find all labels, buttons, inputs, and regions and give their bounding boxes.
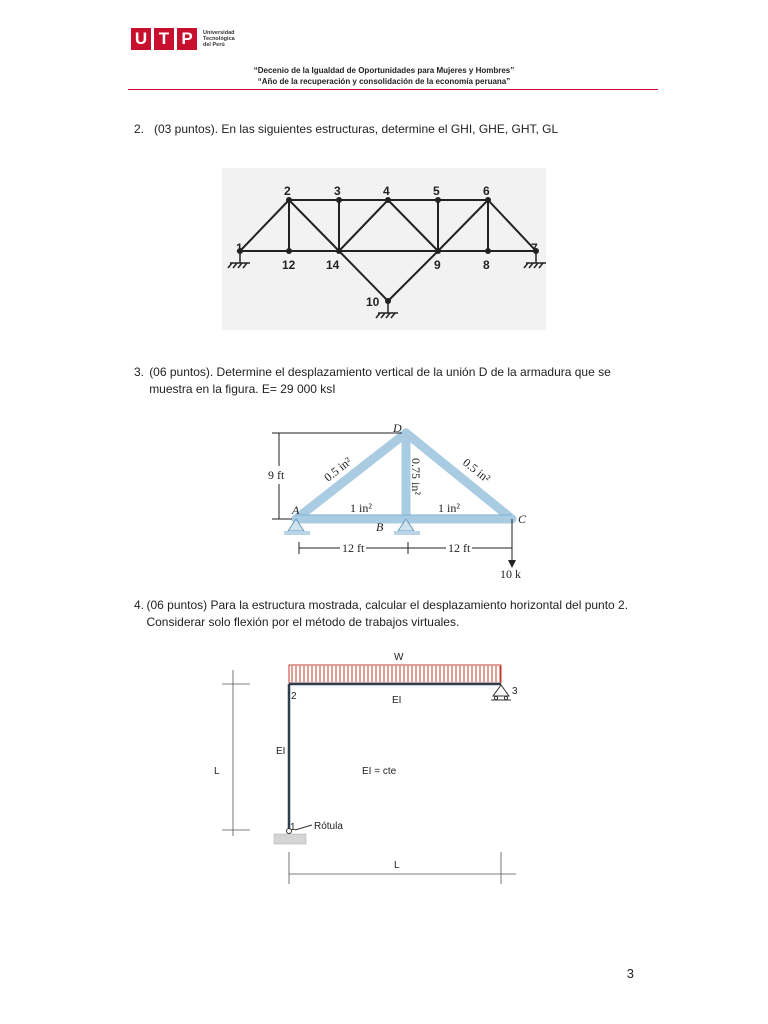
node-label: 10 (366, 295, 380, 309)
node-label-a: A (292, 503, 300, 517)
logo-subtext (203, 30, 243, 48)
load-label: W (394, 652, 404, 663)
header-motto-1: “Decenio de la Igualdad de Oportunidades para Mujeres y Hombres” (253, 66, 515, 75)
dimension-label: 9 ft (268, 468, 285, 482)
utp-logo (131, 26, 243, 52)
question-number: 4. (134, 598, 145, 612)
logo-letter-t: T (154, 28, 174, 50)
distributed-load (292, 666, 500, 682)
question-3 (134, 364, 644, 398)
node-label: 7 (531, 241, 538, 255)
node-label: 6 (483, 184, 490, 198)
node-label-1: 1 (290, 822, 296, 833)
node-label-2: 2 (291, 691, 297, 702)
node-label: 3 (334, 184, 341, 198)
load-label: 10 k (500, 567, 521, 581)
logo-letter-p: P (177, 28, 197, 50)
question-text: (03 puntos). En las siguientes estructuras, determine el GHI, GHE, GHT, GL (154, 122, 559, 136)
dimension-label: 12 ft (342, 541, 365, 555)
node-label: 2 (284, 184, 291, 198)
node-label: 14 (326, 258, 340, 272)
member-label: 0.5 in² (321, 454, 355, 485)
node-label-c: C (518, 512, 527, 526)
roller-support-icon (491, 685, 511, 700)
logo-subtext-2: Tecnológica (203, 36, 235, 42)
question-2 (134, 121, 654, 138)
column-label: EI (276, 746, 286, 757)
question-text: (06 puntos). Determine el desplazamiento vertical de la unión D de la armadura que se muestra en la figura. E= 29 000 ksI (149, 365, 611, 396)
height-label: L (214, 766, 220, 777)
header-motto-2: “Año de la recuperación y consolidación de la economía peruana” (257, 77, 511, 86)
span-label: L (394, 860, 400, 871)
truss-figure-q3 (262, 418, 534, 583)
beam-label: EI (392, 695, 402, 706)
support-icon (228, 251, 546, 318)
node-label-3: 3 (512, 686, 518, 697)
dimension-label: 12 ft (448, 541, 471, 555)
member-label: 0.75 in² (409, 458, 423, 495)
member-label: 1 in² (350, 501, 372, 515)
node-label-d: D (393, 421, 402, 435)
question-text: (06 puntos) Para la estructura mostrada, calcular el desplazamiento horizontal del punto 2. Considerar solo flexión por el método de trabajos virtuales. (146, 598, 629, 629)
logo-letter-u: U (131, 28, 151, 50)
member-label: 0.5 in² (460, 455, 494, 486)
node-label: 4 (383, 184, 390, 198)
question-4 (134, 597, 644, 631)
logo-subtext-3: del Perú (203, 42, 225, 48)
member-label: 1 in² (438, 501, 460, 515)
header-divider (128, 89, 658, 90)
node-label: 12 (282, 258, 296, 272)
node-label: 1 (236, 241, 243, 255)
logo-subtext-1: Universidad (203, 30, 235, 36)
node-label: 9 (434, 258, 441, 272)
page-number: 3 (626, 966, 634, 981)
node-label: 8 (483, 258, 490, 272)
fixed-support-icon (274, 834, 306, 844)
truss-figure-q2 (222, 168, 546, 330)
node-label: 5 (433, 184, 440, 198)
question-number: 2. (134, 122, 145, 136)
frame-figure-q4 (208, 648, 528, 884)
stiffness-label: EI = cte (362, 766, 397, 777)
node-label-b: B (376, 520, 384, 534)
hinge-label: Rótula (314, 821, 343, 832)
question-number: 3. (134, 365, 145, 379)
